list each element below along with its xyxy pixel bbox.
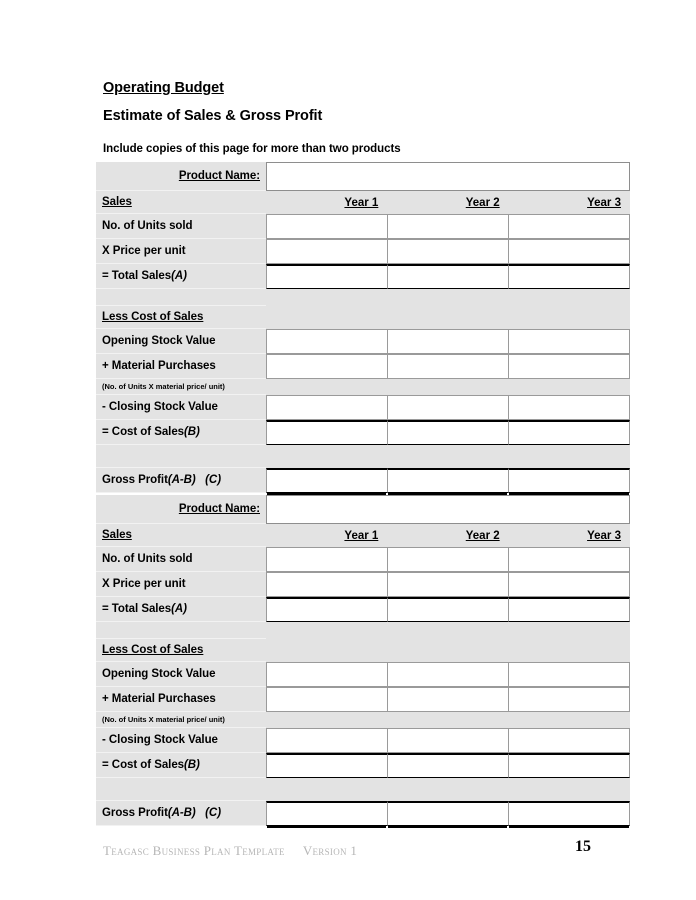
- year-2-header: Year 2: [387, 191, 508, 214]
- cost-of-sales-label: = Cost of Sales (B): [96, 753, 266, 778]
- cost-of-sales-label: = Cost of Sales (B): [96, 420, 266, 445]
- price-per-unit-label: X Price per unit: [96, 239, 266, 264]
- units-sold-year1-input[interactable]: [266, 214, 387, 239]
- material-purchases-year2-input[interactable]: [387, 354, 508, 379]
- gross-profit-year3-input[interactable]: [508, 468, 630, 493]
- units-sold-label: No. of Units sold: [96, 214, 266, 239]
- product-name-label: Product Name:: [96, 162, 266, 191]
- less-cost-of-sales-label: Less Cost of Sales: [96, 306, 266, 329]
- total-sales-label: = Total Sales (A): [96, 264, 266, 289]
- gross-profit-year3-input[interactable]: [508, 801, 630, 826]
- material-note-row: [96, 712, 630, 728]
- price-per-unit-row: [96, 239, 630, 264]
- sales-label: Sales: [96, 191, 266, 214]
- cost-of-sales-year2-input[interactable]: [387, 420, 508, 445]
- units-sold-row: [96, 214, 630, 239]
- material-purchases-year1-input[interactable]: [266, 354, 387, 379]
- year-1-header: Year 1: [266, 191, 387, 214]
- page-subtitle: Estimate of Sales & Gross Profit: [103, 108, 323, 124]
- spacer-row-1: [96, 622, 630, 639]
- material-purchases-row: [96, 354, 630, 379]
- page-title: Operating Budget: [103, 80, 224, 96]
- cost-of-sales-year3-input[interactable]: [508, 753, 630, 778]
- total-sales-row: [96, 264, 630, 289]
- units-sold-row: [96, 547, 630, 572]
- total-sales-label: = Total Sales (A): [96, 597, 266, 622]
- spacer-row-2: [96, 445, 630, 468]
- closing-stock-year2-input[interactable]: [387, 395, 508, 420]
- opening-stock-label: Opening Stock Value: [96, 662, 266, 687]
- cost-of-sales-row: [96, 420, 630, 445]
- spacer-row-2: [96, 778, 630, 801]
- closing-stock-row: [96, 728, 630, 753]
- price-per-unit-year1-input[interactable]: [266, 572, 387, 597]
- price-per-unit-label: X Price per unit: [96, 572, 266, 597]
- gross-profit-year2-input[interactable]: [387, 801, 508, 826]
- units-sold-year2-input[interactable]: [387, 214, 508, 239]
- less-cost-of-sales-row: [96, 639, 630, 662]
- product-block-1: [96, 162, 630, 493]
- material-note-row: [96, 379, 630, 395]
- price-per-unit-year3-input[interactable]: [508, 572, 630, 597]
- cost-of-sales-year1-input[interactable]: [266, 420, 387, 445]
- gross-profit-row: [96, 468, 630, 493]
- total-sales-year3-input[interactable]: [508, 597, 630, 622]
- sales-header-row: [96, 191, 630, 214]
- cost-of-sales-year3-input[interactable]: [508, 420, 630, 445]
- opening-stock-year2-input[interactable]: [387, 329, 508, 354]
- closing-stock-year1-input[interactable]: [266, 728, 387, 753]
- year-3-header: Year 3: [509, 191, 630, 214]
- opening-stock-year1-input[interactable]: [266, 329, 387, 354]
- sales-label: Sales: [96, 524, 266, 547]
- material-purchases-year1-input[interactable]: [266, 687, 387, 712]
- gross-profit-year1-input[interactable]: [266, 468, 387, 493]
- material-purchases-year3-input[interactable]: [508, 687, 630, 712]
- price-per-unit-year2-input[interactable]: [387, 239, 508, 264]
- sales-header-row: [96, 524, 630, 547]
- product-block-2: [96, 495, 630, 826]
- product-name-input-1[interactable]: [266, 162, 630, 191]
- opening-stock-label: Opening Stock Value: [96, 329, 266, 354]
- opening-stock-year3-input[interactable]: [508, 329, 630, 354]
- cost-of-sales-year1-input[interactable]: [266, 753, 387, 778]
- page-headings: [103, 80, 643, 156]
- material-purchases-year2-input[interactable]: [387, 687, 508, 712]
- gross-profit-year2-input[interactable]: [387, 468, 508, 493]
- less-cost-of-sales-row: [96, 306, 630, 329]
- units-sold-year2-input[interactable]: [387, 547, 508, 572]
- cost-of-sales-row: [96, 753, 630, 778]
- price-per-unit-year3-input[interactable]: [508, 239, 630, 264]
- opening-stock-row: [96, 329, 630, 354]
- closing-stock-year1-input[interactable]: [266, 395, 387, 420]
- closing-stock-year3-input[interactable]: [508, 728, 630, 753]
- gross-profit-label: Gross Profit (A-B) (C): [96, 801, 266, 826]
- total-sales-year1-input[interactable]: [266, 597, 387, 622]
- units-sold-year3-input[interactable]: [508, 547, 630, 572]
- total-sales-year2-input[interactable]: [387, 264, 508, 289]
- opening-stock-year2-input[interactable]: [387, 662, 508, 687]
- product-name-row: [96, 495, 630, 524]
- footer-template-name: Teagasc Business Plan Template: [103, 843, 285, 858]
- material-purchases-label: + Material Purchases: [96, 354, 266, 379]
- spacer-row-1: [96, 289, 630, 306]
- price-per-unit-year1-input[interactable]: [266, 239, 387, 264]
- year-1-header: Year 1: [266, 524, 387, 547]
- units-sold-label: No. of Units sold: [96, 547, 266, 572]
- page-number: 15: [575, 838, 591, 855]
- material-note-label: (No. of Units X material price/ unit): [96, 379, 266, 395]
- material-purchases-label: + Material Purchases: [96, 687, 266, 712]
- product-name-row: [96, 162, 630, 191]
- material-purchases-row: [96, 687, 630, 712]
- year-2-header: Year 2: [387, 524, 508, 547]
- total-sales-year3-input[interactable]: [508, 264, 630, 289]
- footer-version: Version 1: [302, 843, 358, 858]
- material-note-label: (No. of Units X material price/ unit): [96, 712, 266, 728]
- total-sales-row: [96, 597, 630, 622]
- gross-profit-row: [96, 801, 630, 826]
- price-per-unit-row: [96, 572, 630, 597]
- total-sales-year1-input[interactable]: [266, 264, 387, 289]
- closing-stock-year3-input[interactable]: [508, 395, 630, 420]
- opening-stock-row: [96, 662, 630, 687]
- year-3-header: Year 3: [509, 524, 630, 547]
- units-sold-year1-input[interactable]: [266, 547, 387, 572]
- less-cost-of-sales-label: Less Cost of Sales: [96, 639, 266, 662]
- opening-stock-year1-input[interactable]: [266, 662, 387, 687]
- closing-stock-year2-input[interactable]: [387, 728, 508, 753]
- product-name-input-2[interactable]: [266, 495, 630, 524]
- closing-stock-label: - Closing Stock Value: [96, 728, 266, 753]
- gross-profit-year1-input[interactable]: [266, 801, 387, 826]
- page-note: Include copies of this page for more than two products: [103, 143, 401, 155]
- cost-of-sales-year2-input[interactable]: [387, 753, 508, 778]
- closing-stock-label: - Closing Stock Value: [96, 395, 266, 420]
- price-per-unit-year2-input[interactable]: [387, 572, 508, 597]
- total-sales-year2-input[interactable]: [387, 597, 508, 622]
- product-name-label: Product Name:: [96, 495, 266, 524]
- closing-stock-row: [96, 395, 630, 420]
- material-purchases-year3-input[interactable]: [508, 354, 630, 379]
- page-footer: [103, 843, 595, 859]
- units-sold-year3-input[interactable]: [508, 214, 630, 239]
- gross-profit-label: Gross Profit (A-B) (C): [96, 468, 266, 493]
- opening-stock-year3-input[interactable]: [508, 662, 630, 687]
